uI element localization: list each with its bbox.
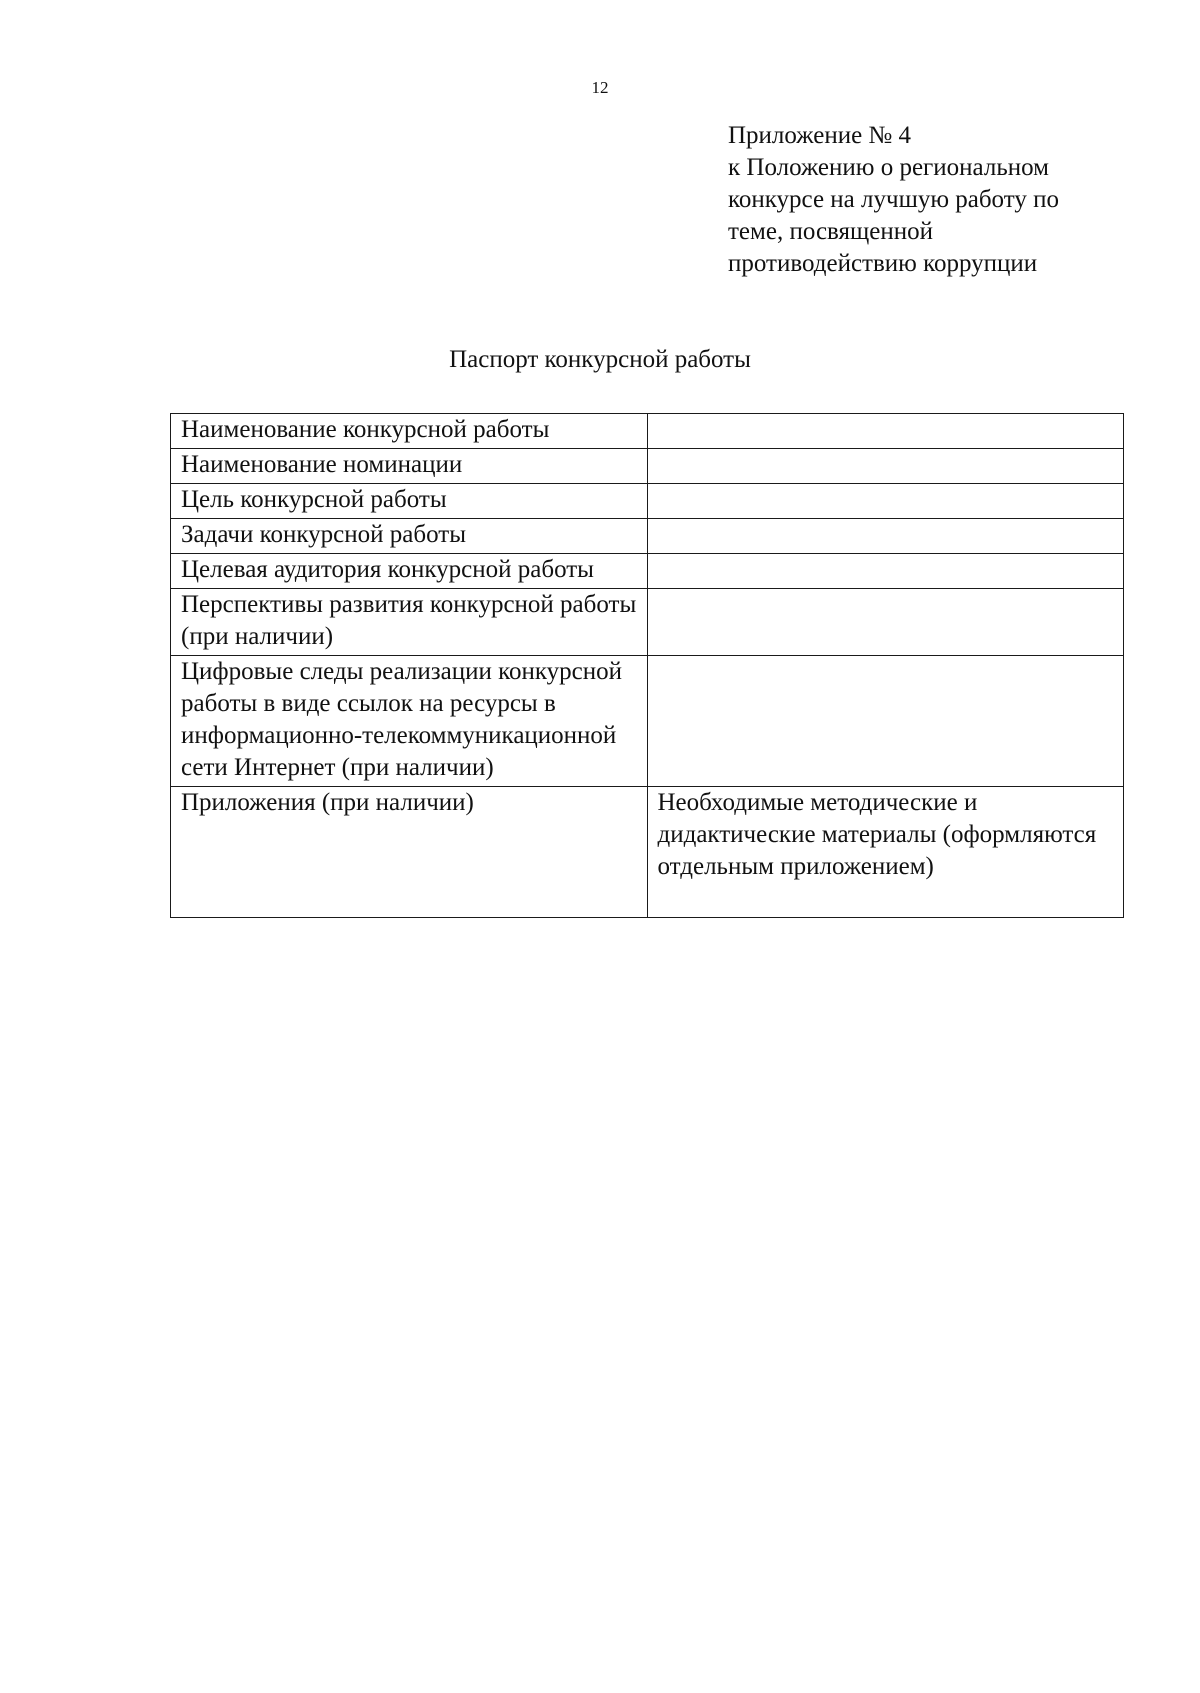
row-label: Наименование конкурсной работы	[171, 414, 648, 449]
appendix-line: конкурсе на лучшую работу по	[728, 186, 1059, 213]
row-value	[647, 554, 1124, 589]
row-value	[647, 414, 1124, 449]
row-label: Перспективы развития конкурсной работы (при наличии)	[171, 589, 648, 656]
table-row	[171, 519, 1124, 554]
row-label: Цифровые следы реализации конкурсной работы в виде ссылок на ресурсы в информационно-телекоммуникационной сети Интернет (при наличии)	[171, 656, 648, 787]
appendix-line: противодействию коррупции	[728, 250, 1038, 277]
appendix-line: Приложение № 4	[728, 122, 912, 149]
table-row	[171, 787, 1124, 918]
table-row	[171, 589, 1124, 656]
page-number: 12	[591, 78, 609, 97]
row-value: Необходимые методические и дидактические материалы (оформляются отдельным приложением)	[647, 787, 1124, 918]
row-label: Цель конкурсной работы	[171, 484, 648, 519]
row-value	[647, 589, 1124, 656]
row-value	[647, 519, 1124, 554]
table-row	[171, 554, 1124, 589]
table-row	[171, 449, 1124, 484]
appendix-heading	[728, 120, 1148, 280]
row-label: Целевая аудитория конкурсной работы	[171, 554, 648, 589]
document-title: Паспорт конкурсной работы	[449, 346, 751, 373]
table-row	[171, 656, 1124, 787]
passport-table	[170, 413, 1124, 918]
row-value	[647, 484, 1124, 519]
row-label: Приложения (при наличии)	[171, 787, 648, 918]
row-label: Наименование номинации	[171, 449, 648, 484]
row-label: Задачи конкурсной работы	[171, 519, 648, 554]
table-row	[171, 414, 1124, 449]
row-value	[647, 449, 1124, 484]
appendix-line: теме, посвященной	[728, 218, 933, 245]
appendix-line: к Положению о региональном	[728, 154, 1049, 181]
table-row	[171, 484, 1124, 519]
row-value	[647, 656, 1124, 787]
